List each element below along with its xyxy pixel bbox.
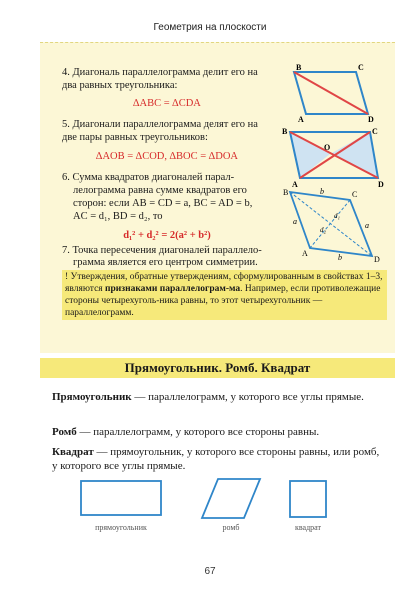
rectangle-caption: прямоугольник: [95, 523, 147, 532]
fig3-label-d: D: [374, 255, 380, 262]
section-title: Прямоугольник. Ромб. Квадрат: [124, 360, 311, 375]
rhombus-definition: [52, 425, 387, 439]
property-4-text: 4. Диагональ параллелограмма делит его на два равных треугольника:: [62, 67, 258, 91]
note-part-2: . Например, если противолежащие стороны четырехуголь-ника равны, то этот четырехугольник — параллелограмм.: [65, 284, 381, 318]
parallelogram-two-diagonals-figure: [280, 126, 390, 188]
page-number: 67: [204, 566, 216, 577]
property-6-line-4: AC = d₁, BD = d₂, то: [73, 211, 163, 222]
square-definition: [52, 445, 387, 473]
property-5-text: 5. Диагонали параллелограмма делят его на две пары равных треугольников:: [62, 119, 258, 143]
fig3-label-a: A: [302, 249, 308, 258]
fig2-label-d: D: [378, 180, 384, 188]
square-term: Квадрат: [52, 446, 94, 458]
parallelogram-sides-figure: [280, 188, 390, 262]
converse-note: [62, 270, 387, 320]
square-def: — прямоугольник, у которого все стороны равны, или ромб, у которого все углы прямые.: [52, 446, 380, 472]
rectangle-def: — параллелограмм, у которого все углы прямые.: [131, 391, 364, 403]
property-6-formula: d₁² + d₂² = 2(a² + b²): [123, 230, 211, 241]
fig3-label-d1: d₁: [334, 212, 340, 220]
fig3-side-b-bottom: b: [338, 253, 342, 262]
fig2-label-c: C: [372, 127, 378, 136]
rhombus-figure: [196, 476, 266, 522]
parallelogram-diagonal-figure: [276, 64, 386, 124]
note-mark: !: [65, 272, 69, 282]
page-header: Геометрия на плоскости: [153, 22, 267, 33]
property-7-line-2: грамма является его центром симметрии.: [73, 257, 258, 268]
fig3-label-d2: d₂: [320, 226, 326, 234]
rhombus-shape: [202, 479, 260, 518]
fig3-label-c: C: [352, 190, 358, 199]
property-4-formula: ∆ABC = ∆CDA: [133, 98, 201, 109]
fig2-label-b: B: [282, 127, 288, 136]
rhombus-caption: ромб: [222, 523, 240, 532]
note-bold-term: признаками параллелограм-ма: [105, 284, 241, 294]
rectangle-definition: [52, 390, 387, 404]
fig1-label-c: C: [358, 64, 364, 72]
property-5-formula: ∆AOB = ∆COD, ∆BOC = ∆DOA: [96, 151, 238, 162]
square-shape: [290, 481, 326, 517]
rhombus-def: — параллелограмм, у которого все стороны равны.: [76, 426, 320, 438]
rectangle-shape: [81, 481, 161, 515]
rectangle-figure: [78, 478, 168, 518]
fig1-label-a: A: [298, 115, 304, 124]
fig1-label-d: D: [368, 115, 374, 124]
fig3-label-b: B: [283, 188, 289, 197]
fig3-side-a-right: a: [365, 221, 369, 230]
rectangle-term: Прямоугольник: [52, 391, 132, 403]
square-caption: квадрат: [294, 523, 322, 532]
property-6-line-2: лелограмма равна сумме квадратов его: [73, 185, 247, 196]
diagonal-d1: [310, 200, 350, 248]
fig2-label-a: A: [292, 180, 298, 188]
property-6-line-1: 6. Сумма квадратов диагоналей парал-: [62, 172, 235, 183]
property-6-line-3: сторон: если AB = CD = a, BC = AD = b,: [73, 198, 253, 209]
fig3-side-a-left: a: [293, 217, 297, 226]
fig2-label-o: O: [324, 143, 331, 152]
rhombus-term: Ромб: [52, 426, 77, 438]
fig1-label-b: B: [296, 64, 302, 72]
property-7-line-1: 7. Точка пересечения диагоналей параллело-: [62, 245, 262, 256]
note-part-1: Утверждения, обратные утверждениям, сформулированным в свойствах 1–3, являются: [65, 272, 383, 294]
square-figure: [286, 478, 332, 520]
fig3-side-b-top: b: [320, 188, 324, 196]
